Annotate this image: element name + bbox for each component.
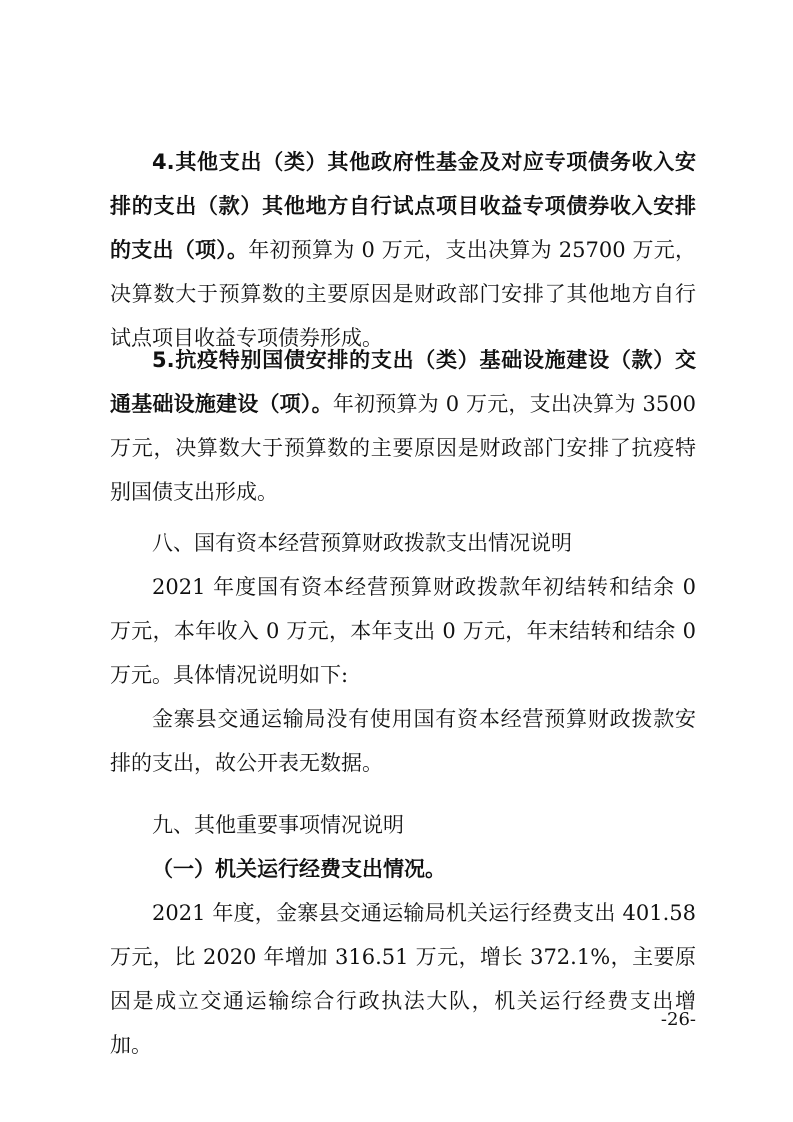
item-4-paragraph: [110, 140, 696, 360]
section-8-paragraph-1: 2021 年度国有资本经营预算财政拨款年初结转和结余 0 万元，本年收入 0 万元，本年支出 0 万元，年末结转和结余 0 万元。具体情况说明如下:: [110, 575, 696, 687]
section-8-heading: 八、国有资本经营预算财政拨款支出情况说明: [152, 531, 572, 555]
section-9-paragraph-1: 2021 年度，金寨县交通运输局机关运行经费支出 401.58 万元，比 2020 年增加 316.51 万元，增长 372.1%，主要原因是成立交通运输综合行政执法大队，机关运行经费支出增加。: [110, 901, 696, 1057]
item-4-title: 4.其他支出（类）其他政府性基金及对应专项债务收入安排的支出（款）其他地方自行试点项目收益专项债券收入安排的支出（项）。: [110, 150, 696, 262]
item-5-body: 年初预算为 0 万元，支出决算为 3500 万元，决算数大于预算数的主要原因是财政部门安排了抗疫特别国债支出形成。: [110, 392, 696, 504]
item-4-body: 年初预算为 0 万元，支出决算为 25700 万元，决算数大于预算数的主要原因是财政部门安排了其他地方自行试点项目收益专项债券形成。: [110, 238, 697, 350]
section-9-heading: 九、其他重要事项情况说明: [152, 813, 404, 837]
section-8-paragraph-2: 金寨县交通运输局没有使用国有资本经营预算财政拨款安排的支出，故公开表无数据。: [110, 707, 696, 775]
item-5-title: 5.抗疫特别国债安排的支出（类）基础设施建设（款）交通基础设施建设（项）。: [110, 348, 696, 416]
item-5-paragraph: [110, 338, 696, 514]
page-number: -26-: [660, 1009, 696, 1030]
section-9-subheading: （一）机关运行经费支出情况。: [152, 857, 446, 881]
